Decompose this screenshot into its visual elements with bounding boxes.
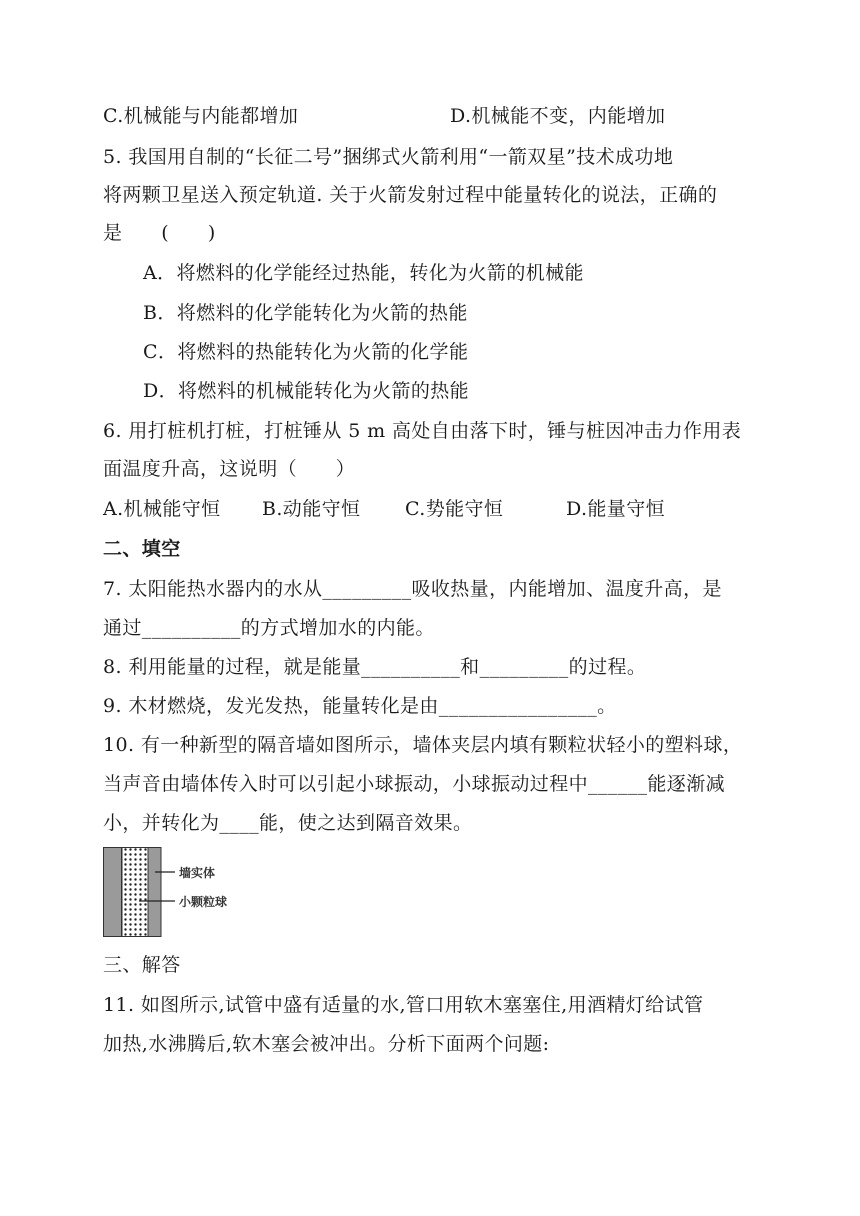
section-heading-fill-blank: 二、填空 bbox=[103, 538, 181, 560]
q11-stem-line-1: 11. 如图所示,试管中盛有适量的水,管口用软木塞塞住,用酒精灯给试管 bbox=[103, 994, 704, 1016]
q6-option-c: C.势能守恒 bbox=[405, 498, 504, 520]
q10-stem-line-2: 当声音由墙体传入时可以引起小球振动，小球振动过程中______能逐渐减 bbox=[103, 773, 726, 795]
wall-solid-left bbox=[104, 848, 122, 937]
wall-solid-right bbox=[148, 848, 161, 937]
q9-stem: 9. 木材燃烧，发光发热，能量转化是由________________。 bbox=[103, 695, 617, 717]
q6-option-b: B.动能守恒 bbox=[262, 498, 361, 520]
particle-layer bbox=[122, 848, 148, 937]
q7-stem-line-1: 7. 太阳能热水器内的水从_________吸收热量，内能增加、温度升高，是 bbox=[103, 578, 722, 600]
q5-option-b: B．将燃料的化学能转化为火箭的热能 bbox=[143, 302, 468, 324]
soundproof-wall-figure bbox=[103, 847, 263, 937]
q5-option-d: D．将燃料的机械能转化为火箭的热能 bbox=[143, 380, 470, 402]
q10-stem-line-3: 小，并转化为____能，使之达到隔音效果。 bbox=[103, 812, 473, 834]
q6-option-a: A.机械能守恒 bbox=[103, 498, 221, 520]
q10-stem-line-1: 10. 有一种新型的隔音墙如图所示，墙体夹层内填有颗粒状轻小的塑料球， bbox=[103, 734, 743, 756]
label-wall-solid: 墙实体 bbox=[179, 866, 216, 880]
q5-stem-line-1: 5. 我国用自制的“长征二号”捆绑式火箭利用“一箭双星”技术成功地 bbox=[103, 146, 674, 168]
q5-stem-line-2: 将两颗卫星送入预定轨道. 关于火箭发射过程中能量转化的说法，正确的 bbox=[103, 184, 718, 206]
q4-option-c: C.机械能与内能都增加 bbox=[103, 105, 299, 127]
q11-stem-line-2: 加热,水沸腾后,软木塞会被冲出。分析下面两个问题: bbox=[103, 1033, 550, 1055]
q6-stem-line-1: 6. 用打桩机打桩，打桩锤从 5 m 高处自由落下时，锤与桩因冲击力作用表 bbox=[103, 420, 742, 442]
q5-stem-line-3: 是 ( ) bbox=[103, 222, 216, 244]
q4-option-d: D.机械能不变，内能增加 bbox=[450, 105, 666, 127]
wall-diagram bbox=[103, 847, 263, 937]
q6-option-d: D.能量守恒 bbox=[566, 498, 665, 520]
section-heading-answer: 三、解答 bbox=[103, 954, 181, 976]
label-small-balls: 小颗粒球 bbox=[179, 895, 228, 909]
q8-stem: 8. 利用能量的过程，就是能量__________和_________的过程。 bbox=[103, 656, 647, 678]
q5-option-c: C．将燃料的热能转化为火箭的化学能 bbox=[143, 341, 469, 363]
q7-stem-line-2: 通过__________的方式增加水的内能。 bbox=[103, 617, 435, 639]
q6-stem-line-2: 面温度升高，这说明（ ） bbox=[103, 458, 356, 480]
q5-option-a: A．将燃料的化学能经过热能，转化为火箭的机械能 bbox=[143, 262, 584, 284]
